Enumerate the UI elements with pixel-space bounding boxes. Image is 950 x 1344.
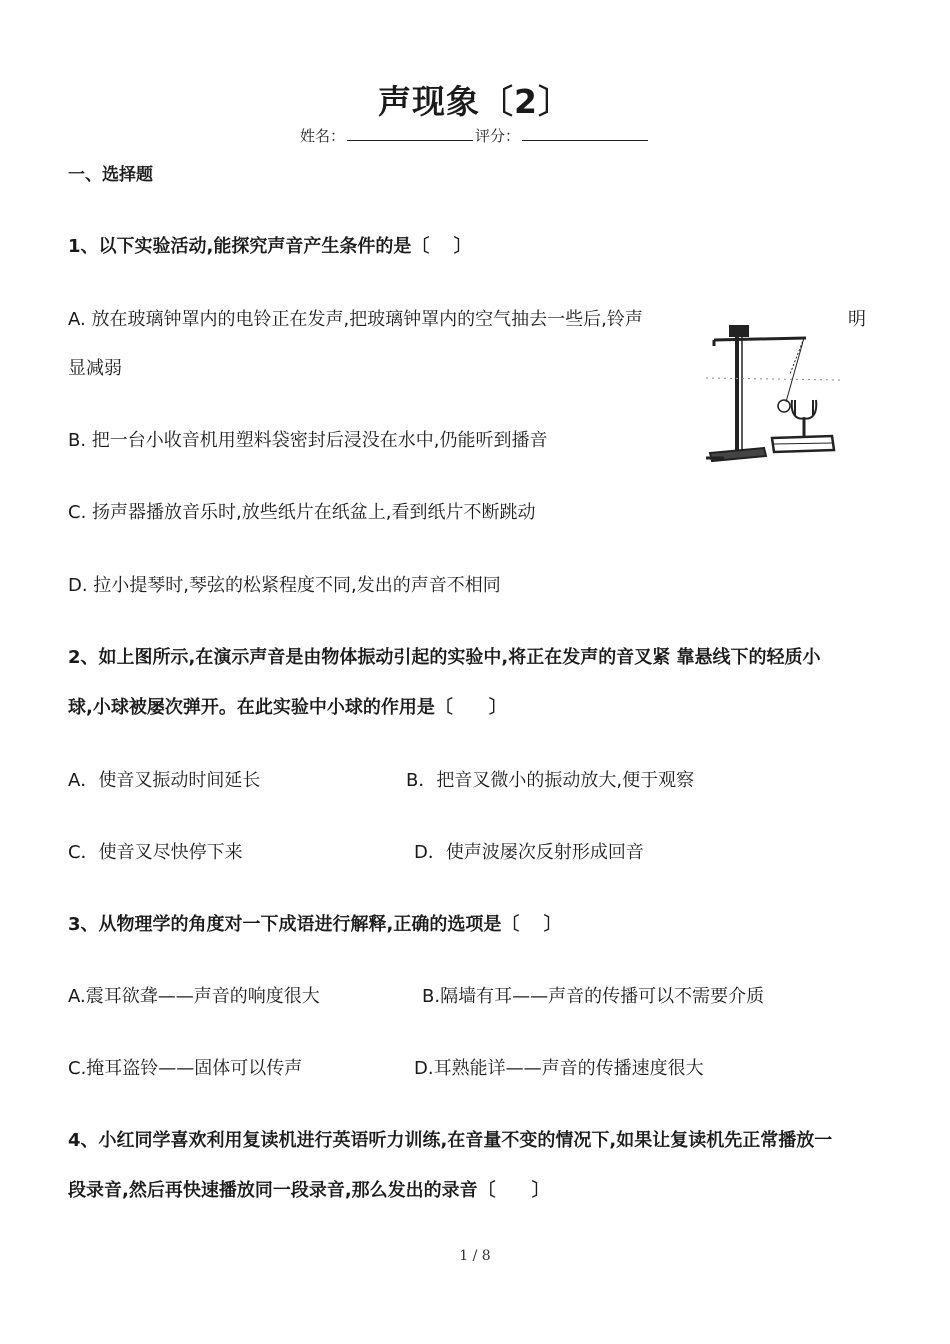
question-1-option-c: C. 扬声器播放音乐时,放些纸片在纸盆上,看到纸片不断跳动: [68, 502, 536, 523]
question-4-stem-line1: 4、小红同学喜欢利用复读机进行英语听力训练,在音量不变的情况下,如果让复读机先正常播放一: [68, 1130, 833, 1151]
score-label: 评分：: [475, 127, 521, 145]
question-3-option-c: C.掩耳盗铃——固体可以传声: [68, 1058, 303, 1079]
question-1-option-a-continued: 显减弱: [68, 358, 122, 379]
question-1-option-a: A. 放在玻璃钟罩内的电铃正在发声,把玻璃钟罩内的空气抽去一些后,铃声: [68, 309, 643, 330]
question-2-option-c: C．使音叉尽快停下来: [68, 842, 243, 863]
question-3-option-a: A.震耳欲聋——声音的响度很大: [68, 986, 320, 1007]
question-1-option-a-tail: 明: [848, 309, 866, 330]
question-2-stem-line1: 2、如上图所示,在演示声音是由物体振动引起的实验中,将正在发声的音叉紧 靠悬线下的轻质小: [68, 647, 821, 668]
page-title: 声现象〔2〕: [378, 82, 572, 121]
question-3-option-b: B.隔墙有耳——声音的传播可以不需要介质: [422, 986, 765, 1007]
name-blank[interactable]: [347, 126, 473, 141]
question-2-option-b: B．把音叉微小的振动放大,便于观察: [406, 770, 695, 791]
question-2-option-d: D．使声波屡次反射形成回音: [414, 842, 644, 863]
question-3-stem: 3、从物理学的角度对一下成语进行解释,正确的选项是〔 〕: [68, 914, 562, 935]
question-1-option-d: D. 拉小提琴时,琴弦的松紧程度不同,发出的声音不相同: [68, 575, 501, 596]
question-2-option-a: A．使音叉振动时间延长: [68, 770, 261, 791]
section-heading: 一、选择题: [68, 165, 153, 185]
question-4-stem-line2: 段录音,然后再快速播放同一段录音,那么发出的录音〔 〕: [68, 1180, 550, 1201]
question-1-stem: 1、以下实验活动,能探究声音产生条件的是〔 〕: [68, 236, 472, 257]
name-label: 姓名：: [299, 127, 345, 145]
score-blank[interactable]: [522, 126, 648, 141]
question-2-stem-line2: 球,小球被屡次弹开。在此实验中小球的作用是〔 〕: [68, 697, 507, 718]
tuning-fork-pendulum-figure: [700, 318, 850, 468]
question-1-option-b: B. 把一台小收音机用塑料袋密封后浸没在水中,仍能听到播音: [68, 430, 548, 451]
question-3-option-d: D.耳熟能详——声音的传播速度很大: [414, 1058, 704, 1079]
name-score-line: [0, 125, 950, 146]
page-number: 1 / 8: [459, 1248, 491, 1264]
